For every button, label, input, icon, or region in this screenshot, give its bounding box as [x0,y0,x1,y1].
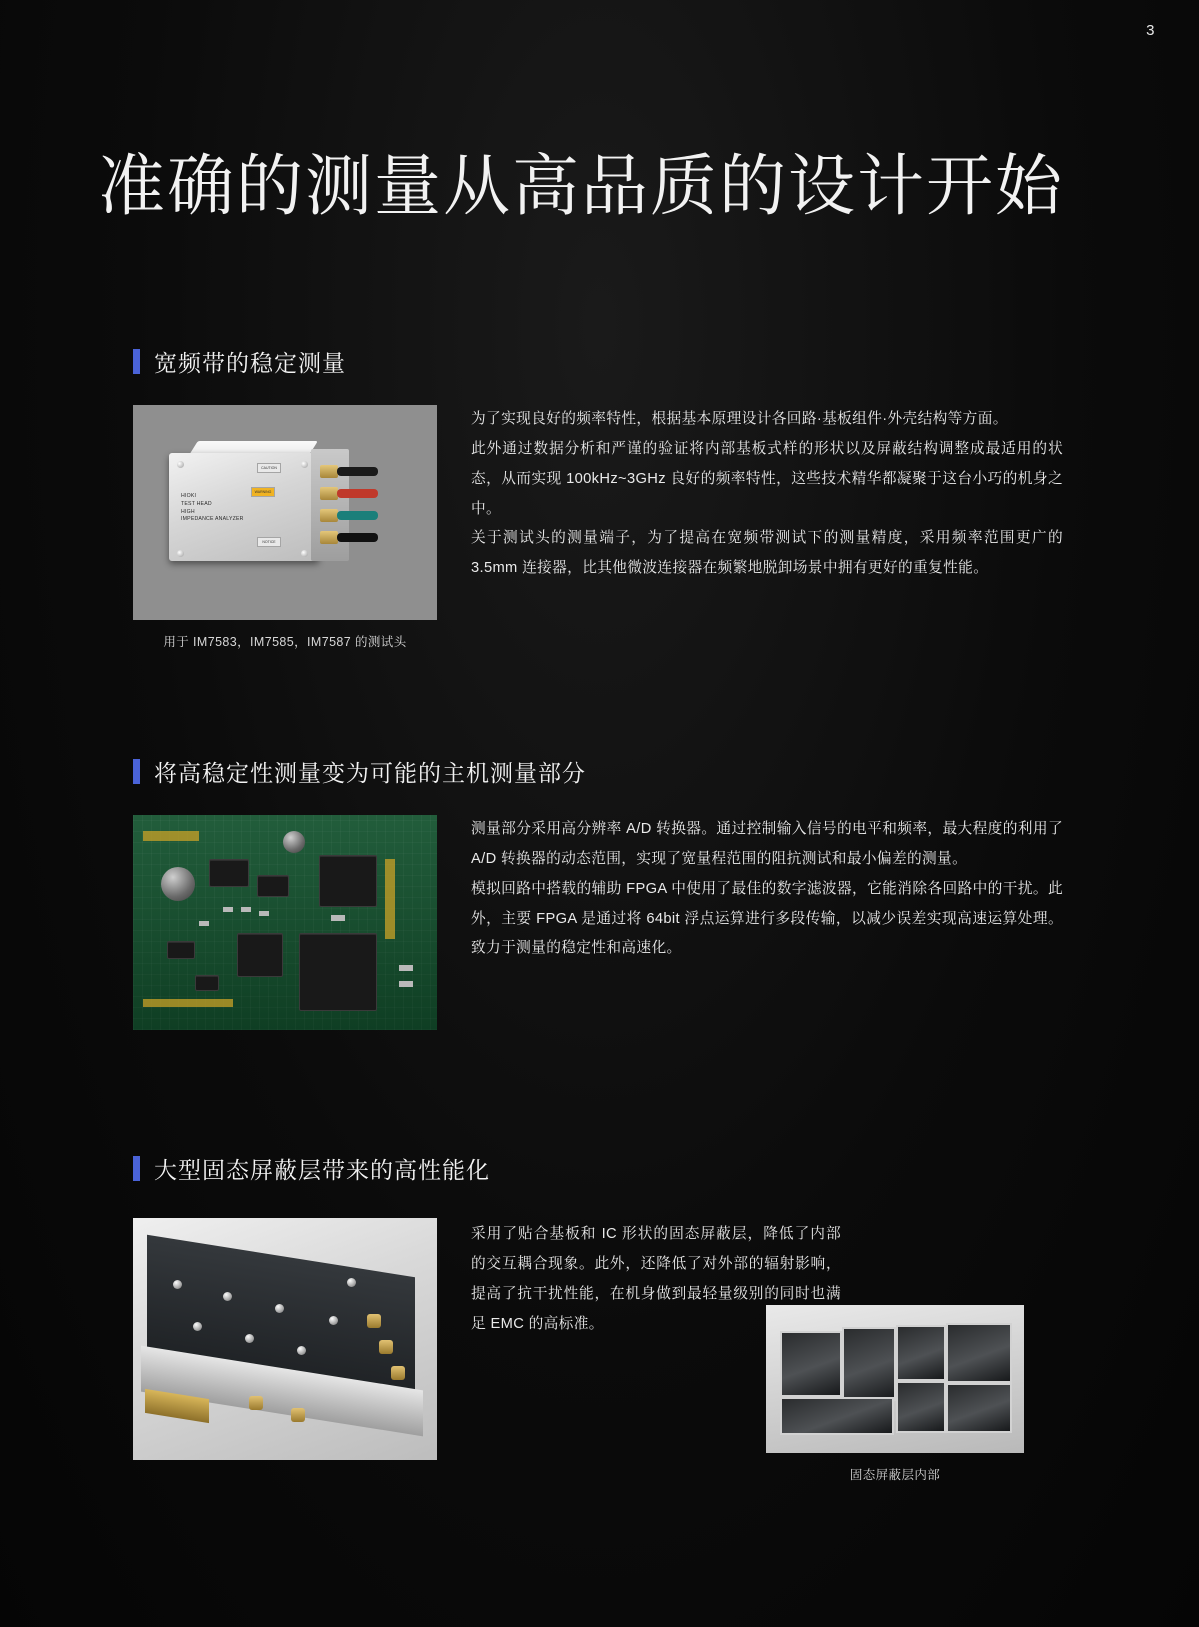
sma-connector [367,1314,381,1328]
screw-icon [329,1316,338,1325]
section-heading [133,345,1063,378]
image-pcb [133,815,437,1030]
section-text [437,405,1063,650]
device-line2: HIGH [181,508,195,515]
figure-pcb [133,815,437,1042]
section-body [133,815,1063,1042]
screw-icon [193,1322,202,1331]
smd-resistor [241,907,251,912]
screw-icon [245,1334,254,1343]
solder-pad [385,859,395,939]
figure-shield-assembly [133,1218,437,1460]
device-brand: HIOKI [181,493,197,499]
device-model: TEST HEAD [181,500,212,507]
ic-chip [167,941,195,959]
paragraph: 采用了贴合基板和 IC 形状的固态屏蔽层，降低了内部的交互耦合现象。此外，还降低了对外部的辐射影响，提高了抗干扰性能，在机身做到最轻量级别的同时也满足 EMC 的高标准。 [471,1226,841,1332]
paragraph: 测量部分采用高分辨率 A/D 转换器。通过控制输入信号的电平和频率，最大程度的利用了 A/D 转换器的动态范围，实现了宽量程范围的阻抗测试和最小偏差的测量。 [471,821,1063,867]
image-test-head [133,405,437,620]
smd-resistor [199,921,209,926]
solder-pad [143,999,233,1007]
section-measurement-unit [133,755,1063,1042]
section-title: 将高稳定性测量变为可能的主机测量部分 [154,760,586,786]
device-tag-caution: CAUTION [257,463,281,473]
sma-connector [379,1340,393,1354]
connector-cable [337,467,378,476]
connector-cable [337,489,378,498]
shield-cell [780,1331,842,1397]
connector-nut [320,465,338,478]
connector-cable [337,533,378,542]
screw-icon [173,1280,182,1289]
capacitor [161,867,195,901]
ic-chip-large [319,855,377,907]
device-brand-block [181,493,244,524]
screw-icon [297,1346,306,1355]
paragraph: 为了实现良好的频率特性，根据基本原理设计各回路·基板组件·外壳结构等方面。 [471,411,1008,427]
section-title: 宽频带的稳定测量 [154,350,346,376]
paragraph: 模拟回路中搭载的辅助 FPGA 中使用了最佳的数字滤波器，它能消除各回路中的干扰。此外，主要 FPGA 是通过将 64bit 浮点运算进行多段传输，以减少误差实现高速运算处理。致力于测量的稳定性和高速化。 [471,880,1063,957]
accent-bar-icon [133,349,140,374]
ic-chip [195,975,219,991]
section-title: 大型固态屏蔽层带来的高性能化 [154,1157,490,1183]
connector-nut [320,509,338,522]
connector-cable [337,511,378,520]
smd-resistor [399,965,413,971]
connector-teal [320,511,376,520]
paragraph: 此外通过数据分析和严谨的验证将内部基板式样的形状以及屏蔽结构调整成最适用的状态，从而实现 100kHz~3GHz 良好的频率特性，这些技术精华都凝聚于这台小巧的机身之中。 [471,440,1063,517]
screw-icon [177,550,184,557]
solder-pad [143,831,199,841]
shield-cell [946,1383,1012,1433]
ic-chip [257,875,289,897]
smd-resistor [259,911,269,916]
fpga-chip [299,933,377,1011]
section-heading [133,1152,1063,1185]
shield-cell [946,1323,1012,1383]
connector-red [320,489,376,498]
connector-nut [320,487,338,500]
paragraph: 关于测试头的测量端子，为了提高在宽频带测试下的测量精度，采用频率范围更广的 3.5mm 连接器，比其他微波连接器在频繁地脱卸场景中拥有更好的重复性能。 [471,530,1063,577]
ic-chip [209,859,249,887]
figure-test-head [133,405,437,650]
section-heading [133,755,1063,788]
screw-icon [275,1304,284,1313]
sma-connector [249,1396,263,1410]
screw-icon [177,461,184,468]
page-number: 3 [1146,22,1155,39]
device-tag-warning: WARNING [251,487,275,497]
screw-icon [301,461,308,468]
figure-caption: 固态屏蔽层内部 [849,1468,941,1482]
figure-caption: 用于 IM7583，IM7585，IM7587 的测试头 [163,635,407,649]
connector-dark [320,533,376,542]
accent-bar-icon [133,759,140,784]
ic-chip [237,933,283,977]
accent-bar-icon [133,1156,140,1181]
image-shield-interior [766,1305,1024,1453]
connector-black [320,467,376,476]
device-line3: IMPEDANCE ANALYZER [181,516,244,523]
section-body [133,405,1063,650]
screw-icon [223,1292,232,1301]
screw-icon [301,550,308,557]
sma-connector [291,1408,305,1422]
sma-connector [391,1366,405,1380]
image-shield-assembly [133,1218,437,1460]
section-wideband [133,345,1063,650]
section-text [437,815,1063,1042]
shield-cell [896,1381,946,1433]
device-tag-notice: NOTICE [257,537,281,547]
page-title: 准确的测量从高品质的设计开始 [98,148,1064,224]
shield-cell [896,1325,946,1381]
connector-nut [320,531,338,544]
shield-cell [780,1397,894,1435]
figure-shield-interior [766,1305,1024,1483]
smd-resistor [331,915,345,921]
capacitor [283,831,305,853]
smd-resistor [399,981,413,987]
smd-resistor [223,907,233,912]
screw-icon [347,1278,356,1287]
shield-cell [842,1327,896,1401]
